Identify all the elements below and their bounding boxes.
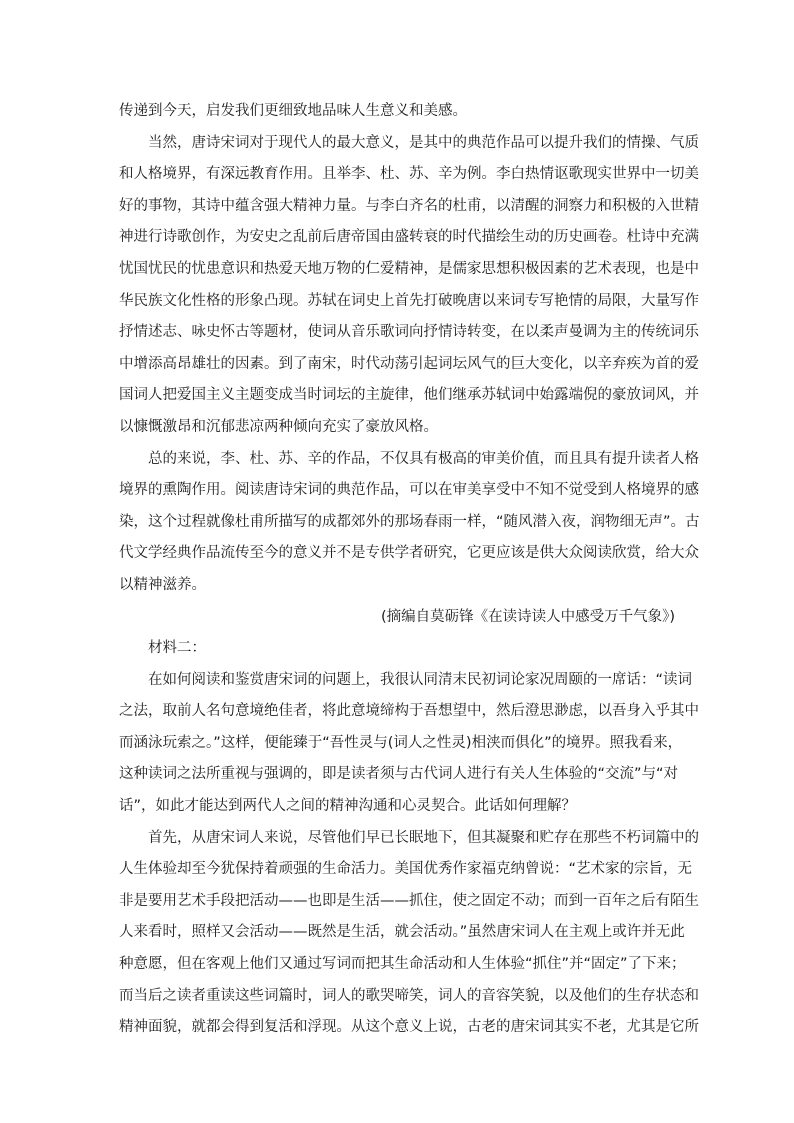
text-line: 在如何阅读和鉴赏唐宋词的问题上，我很认同清末民初词论家况周颐的一席话：“读词	[148, 671, 693, 688]
text-line: 神进行诗歌创作，为安史之乱前后唐帝国由盛转衰的时代描绘生动的历史画卷。杜诗中充满	[119, 229, 699, 246]
text-line: 忧国忧民的忧患意识和热爱天地万物的仁爱精神，是儒家思想积极因素的艺术表现，也是中	[119, 260, 699, 277]
text-line: 这种读词之法所重视与强调的，即是读者须与古代词人进行有关人生体验的“交流”与“对	[119, 766, 679, 783]
text-line: 染，这个过程就像杜甫所描写的成都郊外的那场春雨一样，“随风潜入夜，润物细无声”。古	[119, 513, 700, 530]
text-line: 和人格境界，有深远教育作用。且举李、杜、苏、辛为例。李白热情讴歌现实世界中一切美	[119, 166, 699, 183]
text-line: 传递到今天，启发我们更细致地品味人生意义和美感。	[119, 103, 467, 119]
text-line: 以精神滋养。	[119, 576, 206, 593]
text-line: 而涵泳玩索之。”这样，便能臻于“吾性灵与(词人之性灵)相浃而俱化”的境界。照我看来，	[119, 734, 683, 751]
text-line: 而当后之读者重读这些词篇时，词人的歌哭啼笑，词人的音容笑貌，以及他们的生存状态和	[119, 987, 699, 1004]
text-line: 以慷慨激昂和沉郁悲凉两种倾向充实了豪放风格。	[119, 418, 438, 435]
text-line: 中增添高昂雄壮的因素。到了南宋，时代动荡引起词坛风气的巨大变化，以辛弃疾为首的爱	[119, 355, 699, 372]
text-line: 非是要用艺术手段把活动——也即是生活——抓住，使之固定不动；而到一百年之后有陌生	[119, 892, 699, 909]
text-line: 好的事物，其诗中蕴含强大精神力量。与李白齐名的杜甫，以清醒的洞察力和积极的入世精	[119, 197, 699, 214]
document-page	[119, 96, 700, 1044]
text-line: 抒情述志、咏史怀古等题材，使词从音乐歌词向抒情诗转变，在以柔声曼调为主的传统词乐	[119, 324, 699, 341]
text-line: 精神面貌，就都会得到复活和浮现。从这个意义上说，古老的唐宋词其实不老，尤其是它所	[119, 1019, 699, 1036]
text-line: 之法，取前人名句意境绝佳者，将此意境缔构于吾想望中，然后澄思渺虑，以吾身入乎其中	[119, 703, 699, 720]
text-line: 种意愿，但在客观上他们又通过写词而把其生命活动和人生体验“抓住”并“固定”了下来；	[119, 956, 686, 973]
text-line: 当然，唐诗宋词对于现代人的最大意义，是其中的典范作品可以提升我们的情操、气质	[148, 134, 699, 151]
source-citation: (摘编自莫砺锋《在读诗读人中感受万千气象》)	[380, 608, 675, 625]
text-line: 首先，从唐宋词人来说，尽管他们早已长眠地下，但其凝聚和贮存在那些不朽词篇中的	[148, 829, 699, 846]
text-line: 人生体验却至今犹保持着顽强的生命活力。美国优秀作家福克纳曾说：“艺术家的宗旨，无	[119, 861, 693, 878]
text-line: 境界的熏陶作用。阅读唐诗宋词的典范作品，可以在审美享受中不知不觉受到人格境界的感	[119, 482, 699, 499]
text-line: 话”，如此才能达到两代人之间的精神沟通和心灵契合。此话如何理解？	[119, 798, 577, 815]
text-line: 国词人把爱国主义主题变成当时词坛的主旋律，他们继承苏轼词中始露端倪的豪放词风，并	[119, 387, 699, 404]
text-line: 华民族文化性格的形象凸现。苏轼在词史上首先打破晚唐以来词专写艳情的局限，大量写作	[119, 292, 699, 309]
text-line: 代文学经典作品流传至今的意义并不是专供学者研究，它更应该是供大众阅读欣赏，给大众	[119, 545, 699, 562]
text-line: 人来看时，照样又会活动——既然是生活，就会活动。”虽然唐宋词人在主观上或许并无此	[119, 924, 685, 941]
section-label: 材料二：	[148, 640, 206, 657]
text-line: 总的来说，李、杜、苏、辛的作品，不仅具有极高的审美价值，而且具有提升读者人格	[148, 450, 699, 467]
